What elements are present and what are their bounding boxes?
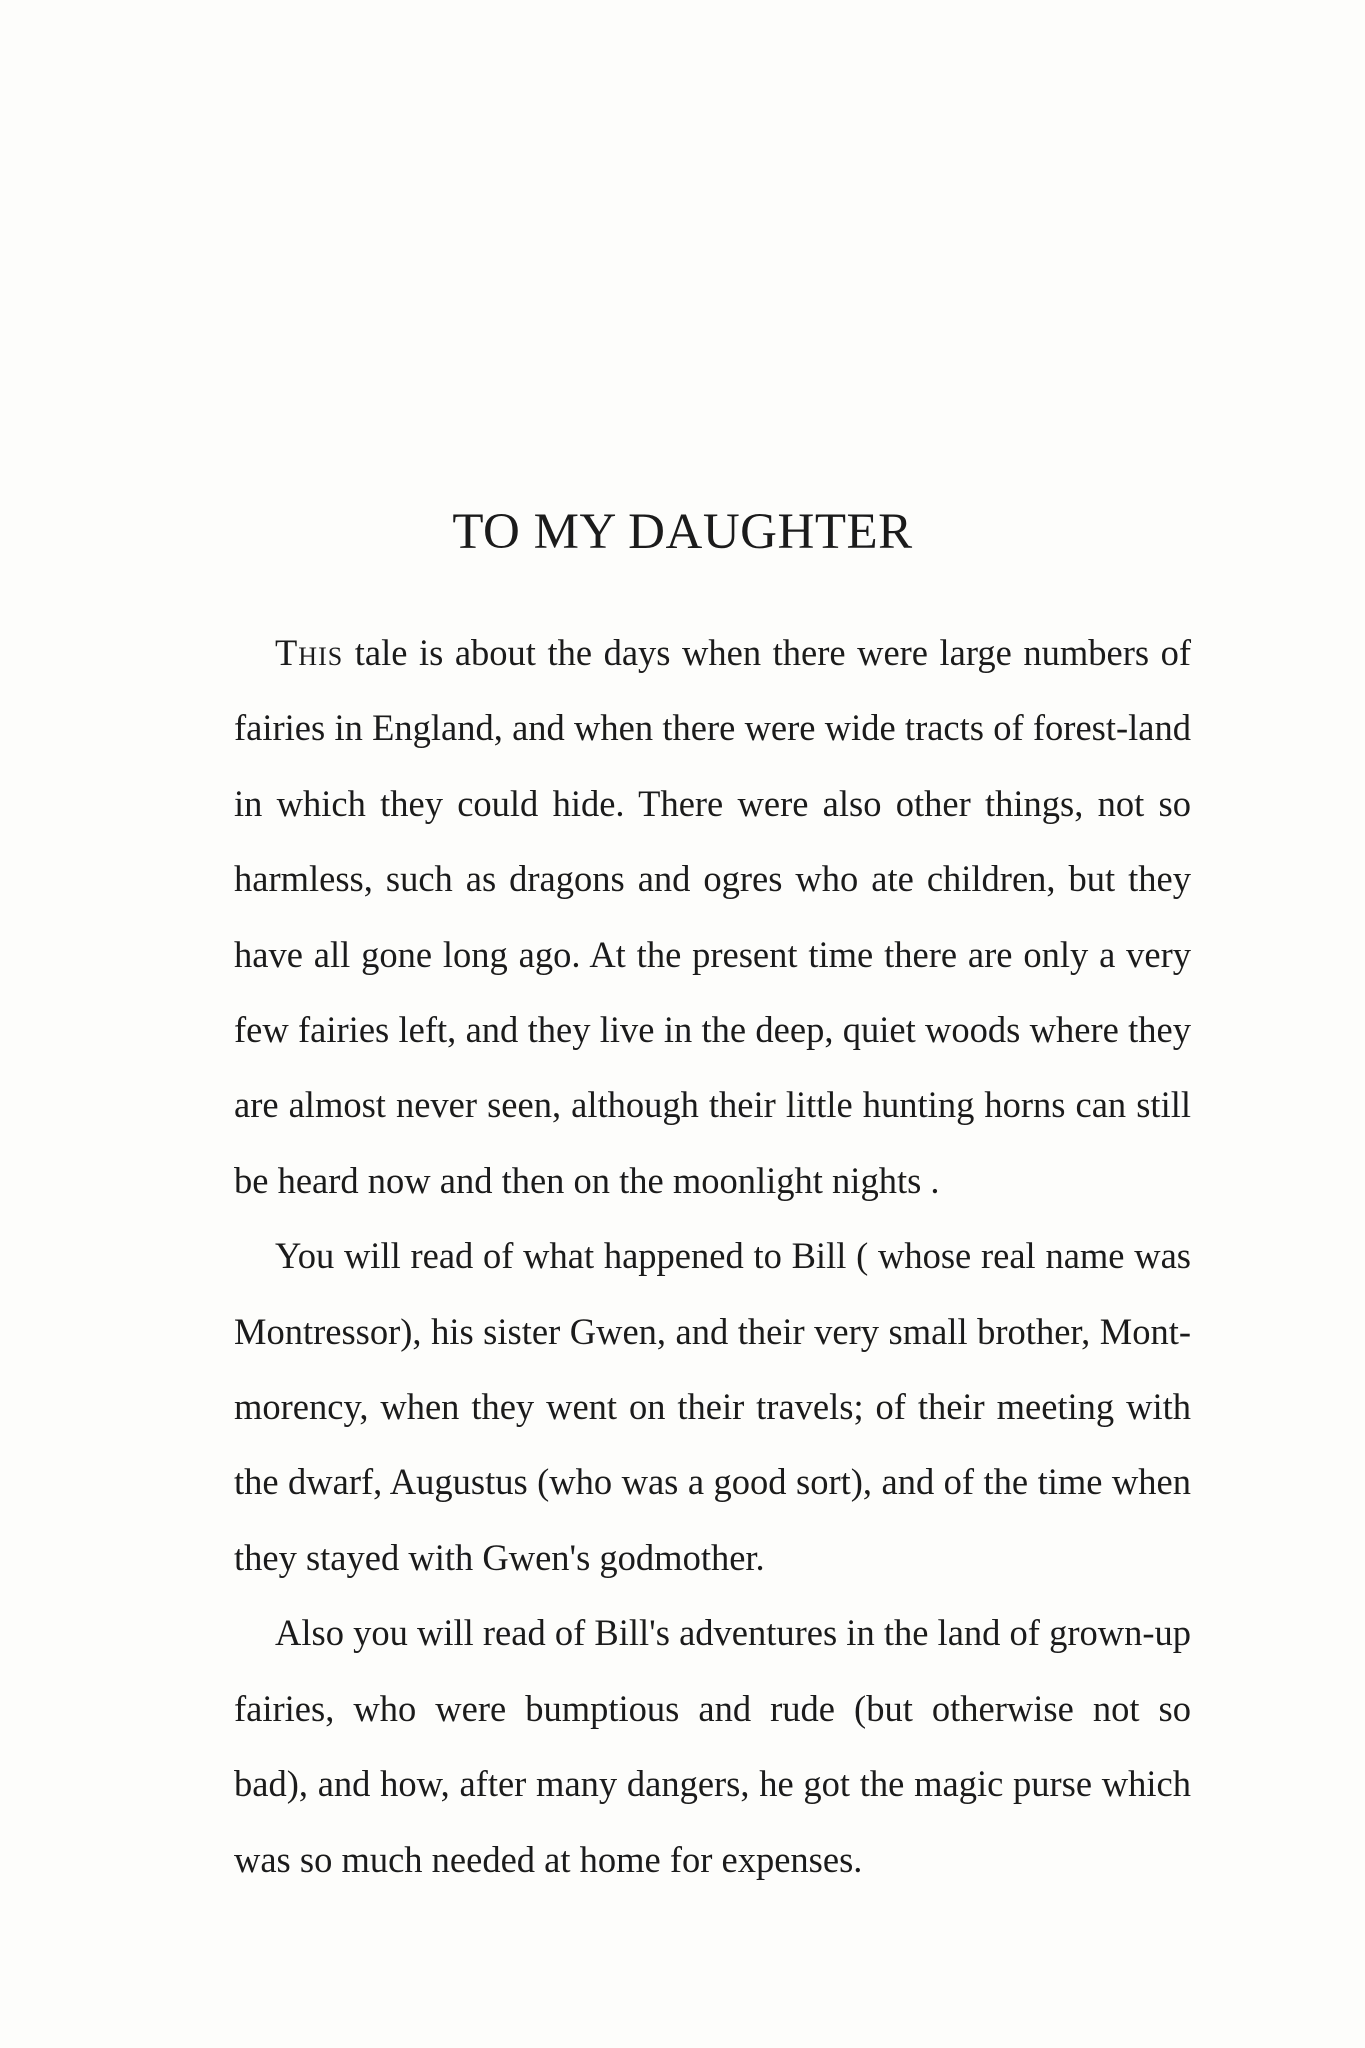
page-title: TO MY DAUGHTER [452,504,913,560]
text-line: fairies, who were bumptious and rude (but otherwise not so [234,1687,1191,1729]
text-line: are almost never seen, although their little hunting horns can still [234,1084,1191,1126]
text-line: have all gone long ago. At the present time there are only a very [234,933,1191,975]
text-line: in which they could hide. There were also other things, not so [234,782,1191,824]
dedication-text [193,615,1191,1897]
lead-word: This [275,632,344,673]
text-line: fairies in England, and when there were wide tracts of forest-land [234,707,1191,749]
paragraph-1 [193,615,1191,1218]
text-line: This tale is about the days when there were large numbers of [275,632,1191,673]
paragraph-2 [193,1218,1191,1595]
paragraph-3 [193,1595,1191,1897]
text-line: You will read of what happened to Bill ( whose real name was [275,1235,1191,1277]
text-line: Also you will read of Bill's adventures in the land of grown-up [275,1612,1191,1654]
text-line: Montressor), his sister Gwen, and their very small brother, Mont- [234,1310,1191,1352]
text-line: morency, when they went on their travels; of their meeting with [234,1386,1191,1428]
text-line: was so much needed at home for expenses. [234,1838,863,1880]
text-line: bad), and how, after many dangers, he got the magic purse which [234,1763,1191,1805]
text-line: the dwarf, Augustus (who was a good sort), and of the time when [234,1461,1191,1503]
text-line: harmless, such as dragons and ogres who ate children, but they [234,858,1191,900]
text-line: few fairies left, and they live in the deep, quiet woods where they [234,1009,1191,1051]
text-line: be heard now and then on the moonlight nights . [234,1159,940,1201]
text-line: they stayed with Gwen's godmother. [234,1536,765,1578]
